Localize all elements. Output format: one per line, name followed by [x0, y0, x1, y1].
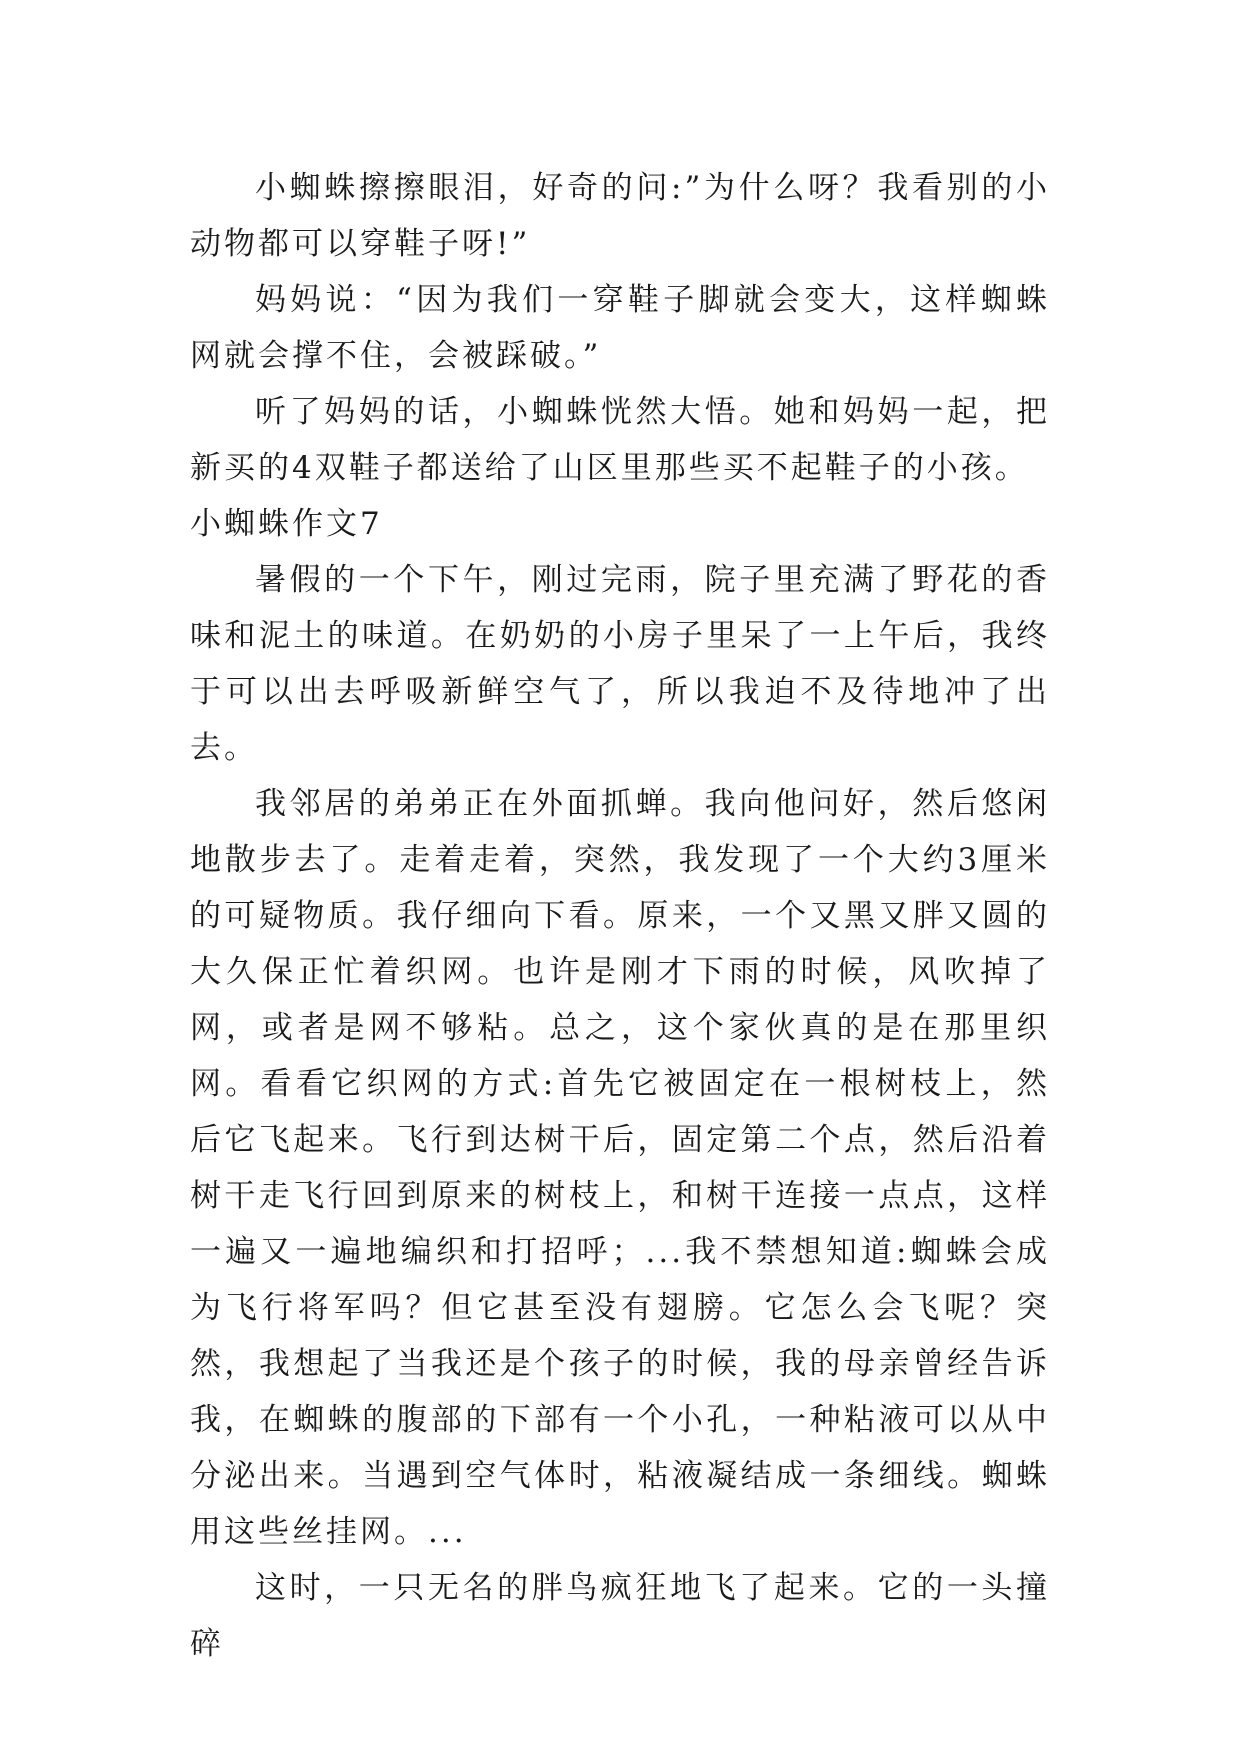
document-body — [190, 160, 1050, 1672]
paragraph-spider-question: 小蜘蛛擦擦眼泪，好奇的问:”为什么呀？我看别的小动物都可以穿鞋子呀!” — [190, 170, 1050, 262]
essay-heading: 小蜘蛛作文7 — [190, 506, 383, 542]
paragraph-spider-realizes: 听了妈妈的话，小蜘蛛恍然大悟。她和妈妈一起，把新买的4双鞋子都送给了山区里那些买不起鞋子的小孩。 — [190, 394, 1050, 486]
paragraph-spider-weaving: 我邻居的弟弟正在外面抓蝉。我向他问好，然后悠闲地散步去了。走着走着，突然，我发现了一个大约3厘米的可疑物质。我仔细向下看。原来，一个又黑又胖又圆的大久保正忙着织网。也许是刚才下雨的时候，风吹掉了网，或者是网不够粘。总之，这个家伙真的是在那里织网。看看它织网的方式:首先它被固定在一根树枝上，然后它飞起来。飞行到达树干后，固定第二个点，然后沿着树干走飞行回到原来的树枝上，和树干连接一点点，这样一遍又一遍地编织和打招呼；...我不禁想知道:蜘蛛会成为飞行将军吗？但它甚至没有翅膀。它怎么会飞呢？突然，我想起了当我还是个孩子的时候，我的母亲曾经告诉我，在蜘蛛的腹部的下部有一个小孔，一种粘液可以从中分泌出来。当遇到空气体时，粘液凝结成一条细线。蜘蛛用这些丝挂网。... — [190, 786, 1050, 1550]
paragraph-fat-bird: 这时，一只无名的胖鸟疯狂地飞了起来。它的一头撞碎 — [190, 1570, 1050, 1662]
paragraph-summer-afternoon: 暑假的一个下午，刚过完雨，院子里充满了野花的香味和泥土的味道。在奶奶的小房子里呆了一上午后，我终于可以出去呼吸新鲜空气了，所以我迫不及待地冲了出去。 — [190, 562, 1050, 766]
paragraph-mother-answer: 妈妈说：“因为我们一穿鞋子脚就会变大，这样蜘蛛网就会撑不住，会被踩破。” — [190, 282, 1050, 374]
